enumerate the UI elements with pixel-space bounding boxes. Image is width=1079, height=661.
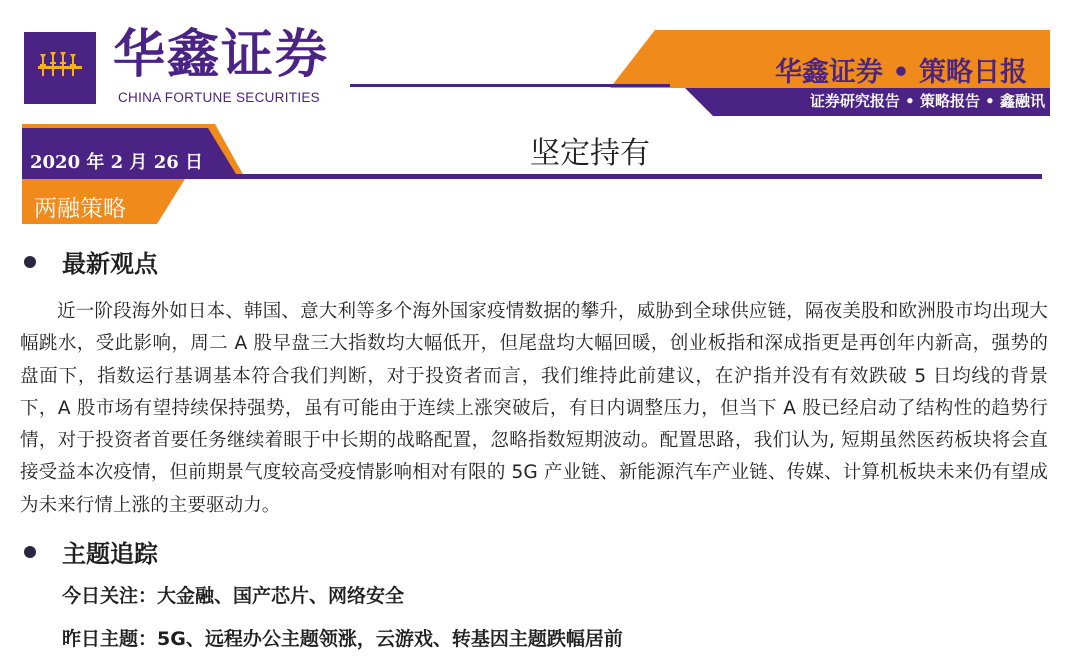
section-tag: 两融策略 [34,196,126,222]
yesterday-theme-line: 昨日主题：5G、远程办公主题领涨，云游戏、转基因主题跌幅居前 [62,628,623,650]
logo [24,32,96,104]
brand-name-cn: 华鑫证券 [113,25,330,85]
section-heading-latest-view: 最新观点 [62,250,158,278]
section-heading-theme-tracking: 主题追踪 [62,540,158,568]
logo-mark-icon [24,32,96,104]
report-title: 华鑫证券 • 策略日报 [774,57,1027,88]
bullet-icon [24,546,36,558]
report-subtitle: 证券研究报告 • 策略报告 • 鑫融讯 [809,92,1045,110]
today-focus-line: 今日关注：大金融、国产芯片、网络安全 [62,585,405,607]
header-rule-line [350,84,670,87]
section-paragraph: 近一阶段海外如日本、韩国、意大利等多个海外国家疫情数据的攀升，威胁到全球供应链，隔夜美股和欧洲股市均出现大幅跳水，受此影响，周二 A 股早盘三大指数均大幅低开，但尾盘均大幅回暖，创业板指和深成指更是再创年内新高，强势的盘面下，指数运行基调基本符合我们判断，对于投资者而言，我们维持此前建议，在沪指并没有有效跌破 5 日均线的背景下，A 股市场有望持续保持强势，虽有可能由于连续上涨突破后，有日内调整压力，但当下 A 股已经启动了结构性的趋势行情，对于投资者首要任务继续着眼于中长期的战略配置，忽略指数短期波动。配置思路，我们认为, 短期虽然医药板块将会直接受益本次疫情，但前期景气度较高受疫情影响相对有限的 5G 产业链、新能源汽车产业链、传媒、计算机板块未来仍有望成为未来行情上涨的主要驱动力。 [20,301,1048,516]
bullet-icon [24,256,36,268]
brand-name-en: CHINA FORTUNE SECURITIES [118,90,320,105]
document-title: 坚定持有 [530,136,650,171]
title-rule-line [22,174,1042,179]
report-date: 2020 年 2 月 26 日 [30,152,204,173]
